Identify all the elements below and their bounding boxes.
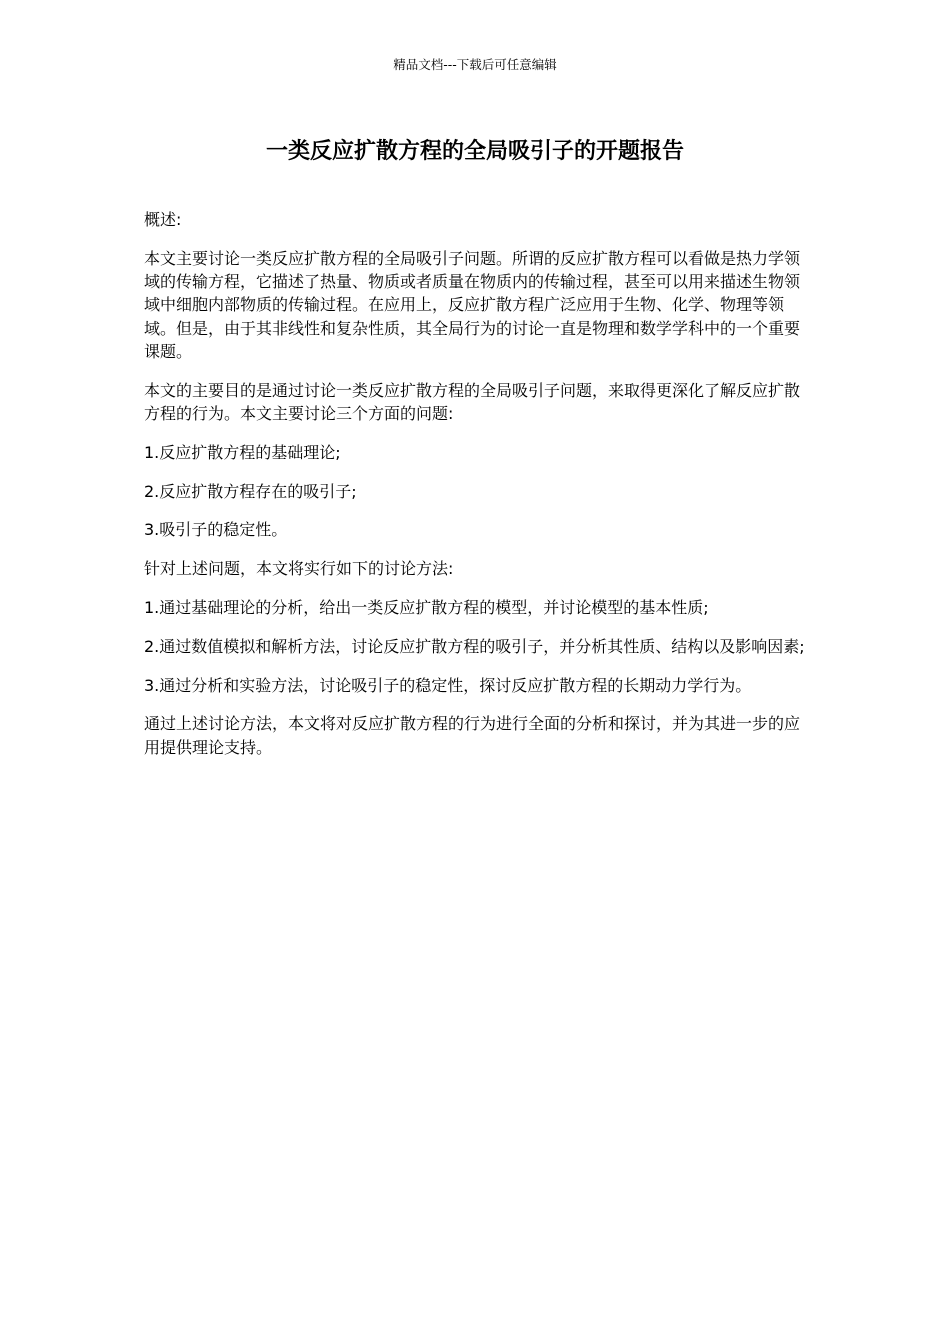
overview-label: 概述:	[144, 210, 182, 229]
method-item-1: 1.通过基础理论的分析，给出一类反应扩散方程的模型，并讨论模型的基本性质;	[144, 598, 709, 618]
document-body	[144, 208, 814, 775]
method-item-2: 2.通过数值模拟和解析方法，讨论反应扩散方程的吸引子，并分析其性质、结构以及影响因素;	[144, 636, 805, 656]
topic-item-2: 2.反应扩散方程存在的吸引子;	[144, 481, 357, 501]
paragraph-conclusion: 通过上述讨论方法，本文将对反应扩散方程的行为进行全面的分析和探讨，并为其进一步的应用提供理论支持。	[144, 714, 801, 757]
document-title: 一类反应扩散方程的全局吸引子的开题报告	[265, 139, 684, 164]
header-note: 精品文档---下载后可任意编辑	[393, 57, 557, 72]
topic-item-1: 1.反应扩散方程的基础理论;	[144, 442, 341, 462]
methods-intro: 针对上述问题，本文将实行如下的讨论方法:	[144, 559, 454, 579]
paragraph-intro: 本文主要讨论一类反应扩散方程的全局吸引子问题。所谓的反应扩散方程可以看做是热力学领域的传输方程，它描述了热量、物质或者质量在物质内的传输过程，甚至可以用来描述生物领域中细胞内部物质的传输过程。在应用上，反应扩散方程广泛应用于生物、化学、物理等领域。但是，由于其非线性和复杂性质，其全局行为的讨论一直是物理和数学学科中的一个重要课题。	[144, 248, 801, 361]
paragraph-purpose: 本文的主要目的是通过讨论一类反应扩散方程的全局吸引子问题，来取得更深化了解反应扩散方程的行为。本文主要讨论三个方面的问题:	[144, 380, 801, 424]
topic-item-3: 3.吸引子的稳定性。	[144, 520, 288, 540]
method-item-3: 3.通过分析和实验方法，讨论吸引子的稳定性，探讨反应扩散方程的长期动力学行为。	[144, 675, 752, 695]
